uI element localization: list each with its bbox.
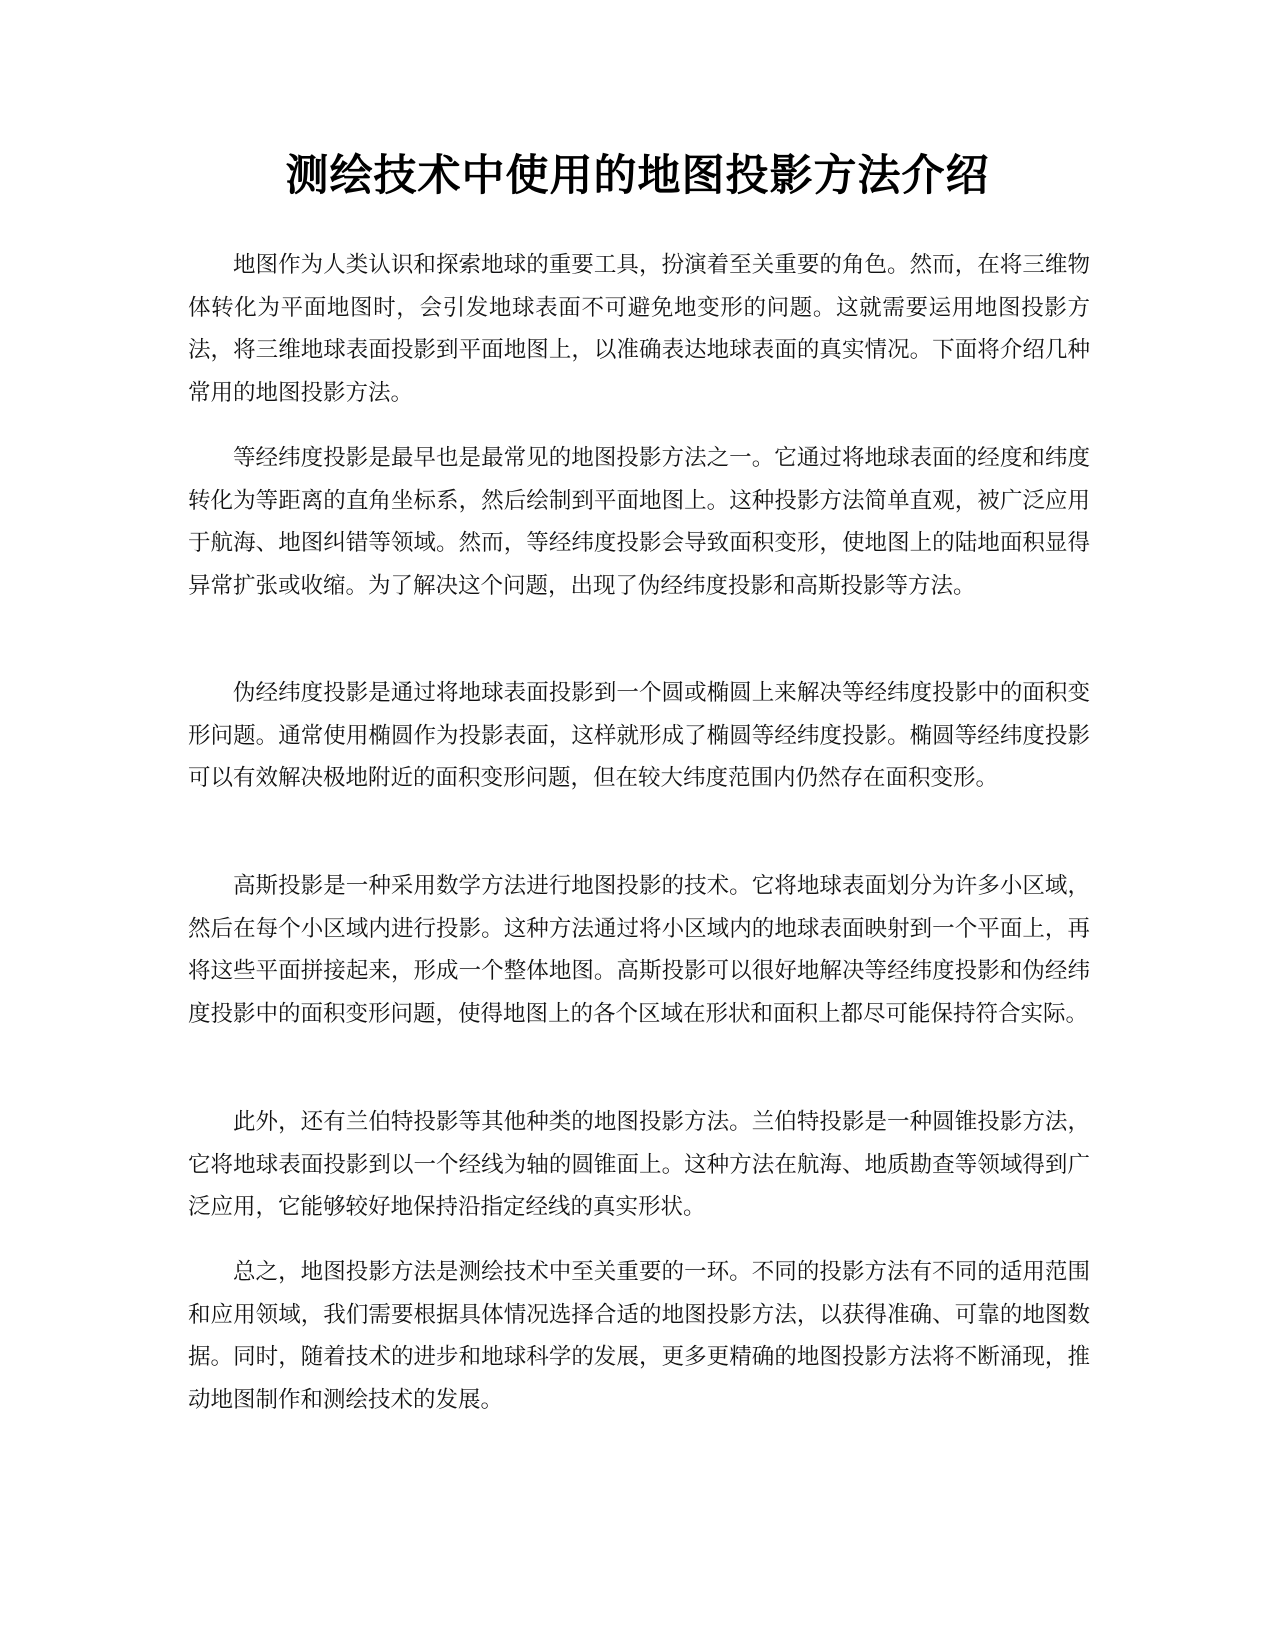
document-title: 测绘技术中使用的地图投影方法介绍 [285,151,990,201]
paragraph-conclusion: 总之，地图投影方法是测绘技术中至关重要的一环。不同的投影方法有不同的适用范围和应用领域，我们需要根据具体情况选择合适的地图投影方法，以获得准确、可靠的地图数据。同时，随着技术的进步和地球科学的发展，更多更精确的地图投影方法将不断涌现，推动地图制作和测绘技术的发展。 [188,1259,1090,1413]
paragraph-equirectangular: 等经纬度投影是最早也是最常见的地图投影方法之一。它通过将地球表面的经度和纬度转化为等距离的直角坐标系，然后绘制到平面地图上。这种投影方法简单直观，被广泛应用于航海、地图纠错等领域。然而，等经纬度投影会导致面积变形，使地图上的陆地面积显得异常扩张或收缩。为了解决这个问题，出现了伪经纬度投影和高斯投影等方法。 [188,445,1090,599]
paragraph-intro: 地图作为人类认识和探索地球的重要工具，扮演着至关重要的角色。然而，在将三维物体转化为平面地图时，会引发地球表面不可避免地变形的问题。这就需要运用地图投影方法，将三维地球表面投影到平面地图上，以准确表达地球表面的真实情况。下面将介绍几种常用的地图投影方法。 [188,252,1090,406]
paragraph-pseudo-latlong: 伪经纬度投影是通过将地球表面投影到一个圆或椭圆上来解决等经纬度投影中的面积变形问题。通常使用椭圆作为投影表面，这样就形成了椭圆等经纬度投影。椭圆等经纬度投影可以有效解决极地附近的面积变形问题，但在较大纬度范围内仍然存在面积变形。 [188,680,1090,791]
paragraph-lambert: 此外，还有兰伯特投影等其他种类的地图投影方法。兰伯特投影是一种圆锥投影方法，它将地球表面投影到以一个经线为轴的圆锥面上。这种方法在航海、地质勘查等领域得到广泛应用，它能够较好地保持沿指定经线的真实形状。 [188,1109,1090,1220]
paragraph-gauss: 高斯投影是一种采用数学方法进行地图投影的技术。它将地球表面划分为许多小区域，然后在每个小区域内进行投影。这种方法通过将小区域内的地球表面映射到一个平面上，再将这些平面拼接起来，形成一个整体地图。高斯投影可以很好地解决等经纬度投影和伪经纬度投影中的面积变形问题，使得地图上的各个区域在形状和面积上都尽可能保持符合实际。 [188,873,1090,1027]
